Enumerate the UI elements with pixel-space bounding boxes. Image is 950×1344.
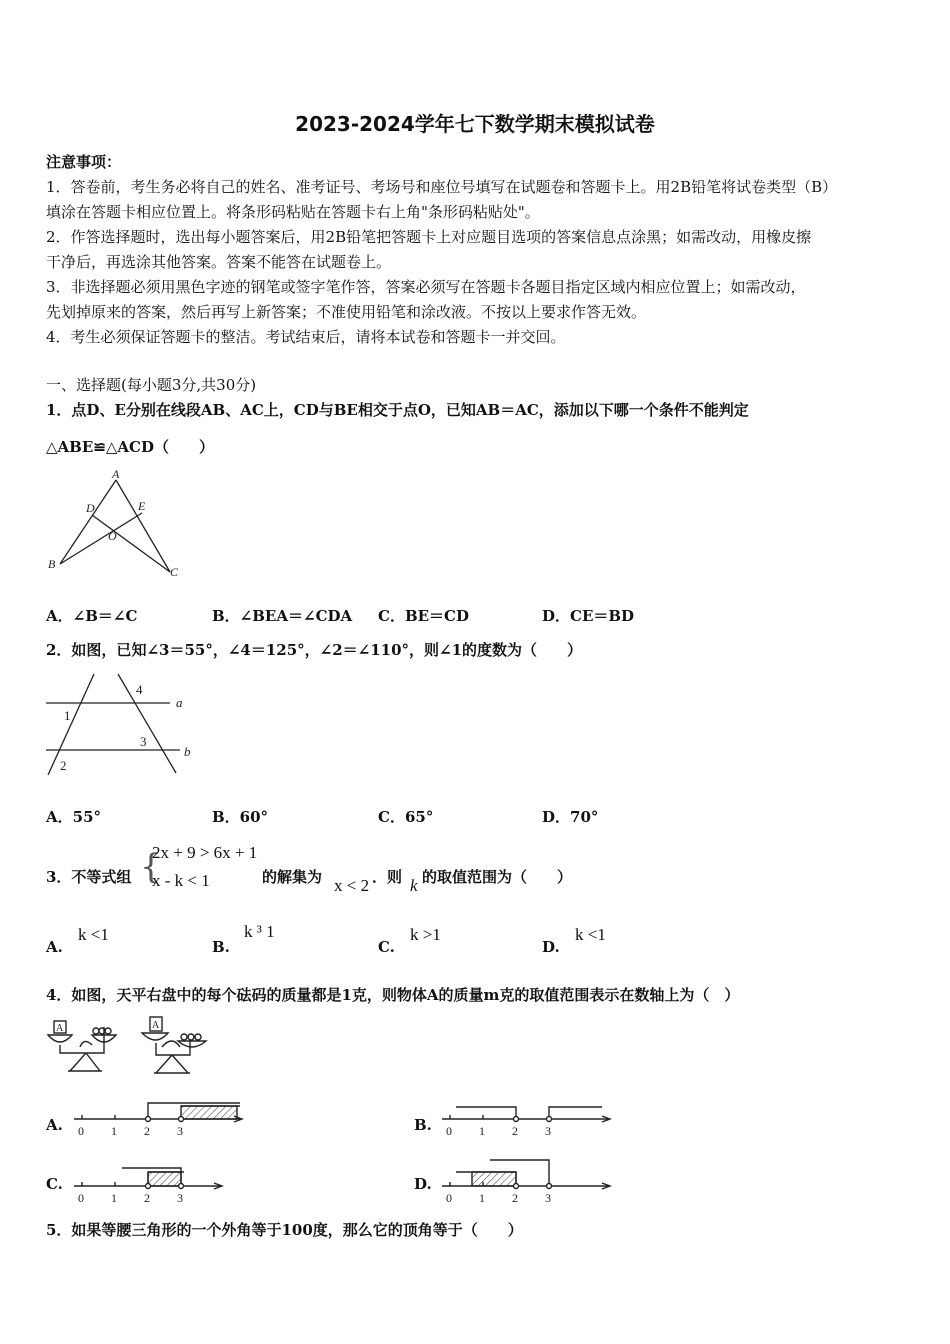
q1-text: 1．点D、E分别在线段AB、AC上，CD与BE相交于点O，已知AB＝AC，添加以下哪一个条件不能判定 xyxy=(46,401,749,419)
svg-text:0: 0 xyxy=(78,1191,84,1204)
q3-option-b-letter: B. xyxy=(212,938,230,956)
q3-prefix: 3．不等式组 xyxy=(46,868,132,886)
q3-mid2: ．则 xyxy=(372,868,403,886)
svg-text:1: 1 xyxy=(111,1191,117,1204)
q2-parallel-lines-figure xyxy=(40,670,200,780)
svg-text:2: 2 xyxy=(512,1124,518,1138)
note-line: 4．考生必须保证答题卡的整洁。考试结束后，请将本试卷和答题卡一并交回。 xyxy=(46,328,566,346)
svg-text:A: A xyxy=(152,1020,160,1031)
q2-option-c: C．65° xyxy=(378,808,434,826)
svg-text:0: 0 xyxy=(446,1191,452,1204)
q1-option-d: D．CE＝BD xyxy=(542,607,635,625)
note-line: 3．非选择题必须用黑色字迹的钢笔或签字笔作答，答案必须写在答题卡各题目指定区域内相应位置上；如需改动， xyxy=(46,278,806,296)
q4-option-a-letter: A. xyxy=(46,1116,63,1134)
svg-text:a: a xyxy=(176,695,183,710)
q3-option-d-letter: D. xyxy=(542,938,560,956)
q3-option-c-letter: C. xyxy=(378,938,395,956)
q4-option-c-numberline[interactable] xyxy=(74,1158,254,1204)
note-line: 1．答卷前，考生务必将自己的姓名、准考证号、考场号和座位号填写在试题卷和答题卡上。用2B铅笔将试卷类型（B） xyxy=(46,178,838,196)
q3-option-c: k >1 xyxy=(410,925,441,944)
q3-eq1: 2x + 9 > 6x + 1 xyxy=(152,843,258,862)
note-line: 先划掉原来的答案，然后再写上新答案；不准使用铅笔和涂改液。不按以上要求作答无效。 xyxy=(46,303,647,321)
label-E: E xyxy=(138,499,146,513)
label-A: A xyxy=(112,468,120,481)
q4-option-d-letter: D. xyxy=(414,1175,432,1193)
svg-text:3: 3 xyxy=(177,1191,183,1204)
label-C: C xyxy=(170,565,179,579)
q1-text-cont: △ABE≌△ACD（ ） xyxy=(46,438,214,456)
svg-text:3: 3 xyxy=(140,734,147,749)
note-line: 干净后，再选涂其他答案。答案不能答在试题卷上。 xyxy=(46,253,392,271)
svg-text:4: 4 xyxy=(136,682,143,697)
q3-suffix: 的取值范围为（ ） xyxy=(422,868,573,886)
svg-text:b: b xyxy=(184,744,191,759)
svg-text:2: 2 xyxy=(60,758,67,773)
note-line: 2．作答选择题时，选出每小题答案后，用2B铅笔把答题卡上对应题目选项的答案信息点涂黑；如需改动，用橡皮擦 xyxy=(46,228,812,246)
q4-option-b-letter: B. xyxy=(414,1116,432,1134)
q2-text: 2．如图，已知∠3＝55°，∠4＝125°，∠2＝∠110°，则∠1的度数为（ ） xyxy=(46,641,583,659)
q3-mid: 的解集为 xyxy=(262,868,323,886)
svg-text:2: 2 xyxy=(512,1191,518,1204)
svg-text:0: 0 xyxy=(78,1124,84,1138)
svg-text:A: A xyxy=(56,1023,64,1034)
q3-var: k xyxy=(410,876,418,895)
q4-option-b-numberline[interactable] xyxy=(442,1095,622,1141)
q2-option-d: D．70° xyxy=(542,808,599,826)
svg-text:1: 1 xyxy=(111,1124,117,1138)
page-title: 2023-2024学年七下数学期末模拟试卷 xyxy=(295,112,655,136)
q3-eq2: x - k < 1 xyxy=(152,871,210,890)
section-heading: 一、选择题(每小题3分,共30分) xyxy=(46,376,257,394)
q1-option-c: C．BE＝CD xyxy=(378,607,469,625)
q3-option-b: k ³ 1 xyxy=(244,922,275,941)
brace: { xyxy=(140,847,162,887)
q4-option-a-numberline[interactable] xyxy=(74,1095,254,1141)
svg-text:1: 1 xyxy=(479,1191,485,1204)
svg-text:3: 3 xyxy=(177,1124,183,1138)
q5-text: 5．如果等腰三角形的一个外角等于100度，那么它的顶角等于（ ） xyxy=(46,1221,523,1239)
svg-text:2: 2 xyxy=(144,1124,150,1138)
svg-text:3: 3 xyxy=(545,1124,551,1138)
label-B: B xyxy=(48,557,56,571)
q3-option-d: k <1 xyxy=(575,925,606,944)
q4-text: 4．如图，天平右盘中的每个砝码的质量都是1克，则物体A的质量m克的取值范围表示在数轴上为（ ） xyxy=(46,986,740,1004)
svg-text:1: 1 xyxy=(479,1124,485,1138)
label-O: O xyxy=(108,529,117,543)
q3-option-a-letter: A. xyxy=(46,938,63,956)
q3-solution: x < 2 xyxy=(334,876,370,895)
notes-heading: 注意事项： xyxy=(46,153,122,171)
q4-option-c-letter: C. xyxy=(46,1175,63,1193)
q2-option-a: A．55° xyxy=(46,808,102,826)
q1-option-a: A．∠B＝∠C xyxy=(46,607,138,625)
q2-option-b: B．60° xyxy=(212,808,269,826)
q1-triangle-figure xyxy=(40,468,200,583)
svg-text:1: 1 xyxy=(64,708,71,723)
svg-text:0: 0 xyxy=(446,1124,452,1138)
svg-text:2: 2 xyxy=(144,1191,150,1204)
svg-text:3: 3 xyxy=(545,1191,551,1204)
balance-scales-figure xyxy=(44,1015,234,1077)
label-D: D xyxy=(86,501,95,515)
note-line: 填涂在答题卡相应位置上。将条形码粘贴在答题卡右上角"条形码粘贴处"。 xyxy=(46,203,540,221)
q3-option-a: k <1 xyxy=(78,925,109,944)
q1-option-b: B．∠BEA＝∠CDA xyxy=(212,607,353,625)
q4-option-d-numberline[interactable] xyxy=(442,1158,622,1204)
